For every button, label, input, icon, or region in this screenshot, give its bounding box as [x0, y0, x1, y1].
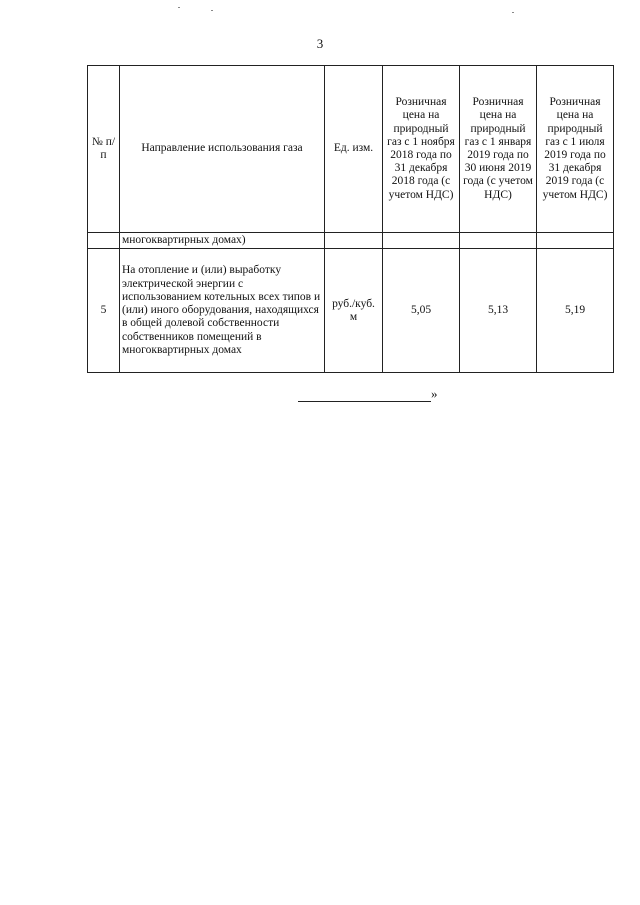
row-price-2019-h1: 5,13	[460, 249, 537, 373]
continuation-unit-cell	[325, 233, 383, 249]
closing-line	[298, 386, 438, 402]
scan-speck	[512, 12, 514, 13]
header-price-2018: Розничная цена на природный газ с 1 ноября 2018 года по 31 декабря 2018 года (с учетом НДС)	[383, 66, 460, 233]
page-number: 3	[316, 36, 324, 51]
row-direction: На отопление и (или) выработку электрической энергии с использованием котельных всех типов и (или) иного оборудования, находящихся в общей долевой собственности собственников помещений в многоквартирных домах	[120, 249, 325, 373]
header-number: № п/п	[88, 66, 120, 233]
continuation-number-cell	[88, 233, 120, 249]
header-price-2019-h1: Розничная цена на природный газ с 1 января 2019 года по 30 июня 2019 года (с учетом НДС)	[460, 66, 537, 233]
scan-speck	[211, 10, 213, 11]
closing-quote-mark: »	[431, 386, 438, 401]
header-direction: Направление использования газа	[120, 66, 325, 233]
continuation-price-cell	[537, 233, 614, 249]
continuation-text: многоквартирных домах)	[120, 233, 325, 249]
table-row	[88, 249, 614, 373]
continuation-row	[88, 233, 614, 249]
table-header-row	[88, 66, 614, 233]
header-price-2019-h2: Розничная цена на природный газ с 1 июля 2019 года по 31 декабря 2019 года (с учетом НДС)	[537, 66, 614, 233]
row-unit: руб./куб. м	[325, 249, 383, 373]
continuation-price-cell	[383, 233, 460, 249]
row-number: 5	[88, 249, 120, 373]
gas-price-table	[87, 65, 614, 373]
header-unit: Ед. изм.	[325, 66, 383, 233]
scan-speck	[178, 7, 180, 8]
continuation-price-cell	[460, 233, 537, 249]
row-price-2018: 5,05	[383, 249, 460, 373]
closing-underline	[298, 389, 431, 402]
row-price-2019-h2: 5,19	[537, 249, 614, 373]
